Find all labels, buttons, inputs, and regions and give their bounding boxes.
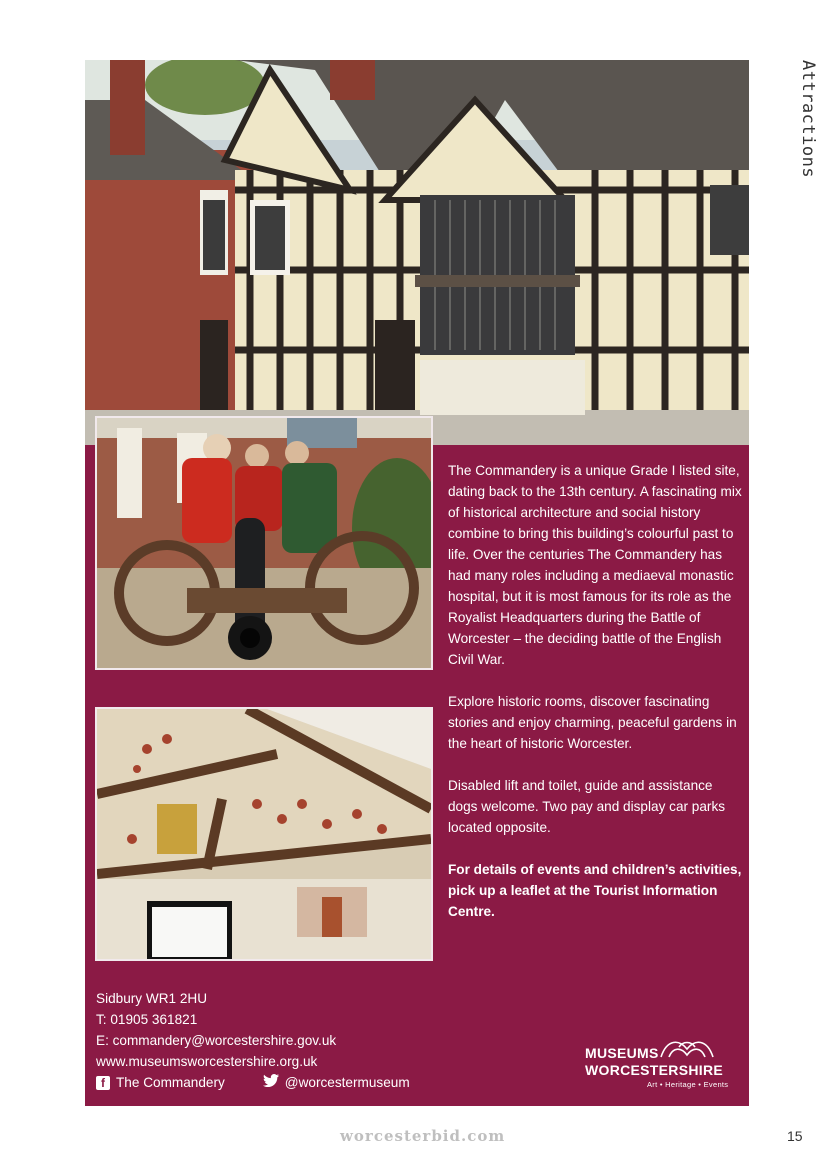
logo-tagline: Art • Heritage • Events: [647, 1080, 729, 1089]
paragraph-explore: Explore historic rooms, discover fascinating stories and enjoy charming, peaceful gardens in the heart of historic Worcester.: [448, 694, 737, 751]
photo-wall-paintings: [95, 707, 433, 961]
address: Sidbury WR1 2HU: [96, 991, 208, 1006]
logo-line1: MUSEUMS: [585, 1045, 659, 1061]
twitter-link[interactable]: @worcestermuseum: [284, 1075, 410, 1090]
social-links: [96, 1072, 516, 1093]
section-label: Attractions: [798, 60, 818, 179]
facebook-link[interactable]: The Commandery: [116, 1075, 225, 1090]
photo-cannon-reenactors: [95, 416, 433, 670]
page-number: 15: [787, 1128, 803, 1144]
paragraph-events: For details of events and children’s activities, pick up a leaflet at the Tourist Information Centre.: [448, 862, 742, 919]
footer-url[interactable]: worcesterbid.com: [340, 1127, 506, 1145]
contact-block: [96, 988, 516, 1093]
logo-line2: WORCESTERSHIRE: [585, 1062, 723, 1078]
paragraph-history: The Commandery is a unique Grade I listed site, dating back to the 13th century. A fascinating mix of historical architecture and social history combine to bring this building’s colourful past to life. Over the centuries The Commandery has had many roles including a mediaeval monastic hospital, but it is most famous for its role as the Royalist Headquarters during the Battle of Worcester – the deciding battle of the English Civil War.: [448, 463, 742, 667]
paragraph-accessibility: Disabled lift and toilet, guide and assistance dogs welcome. Two pay and display car parks located opposite.: [448, 778, 726, 835]
facebook-icon: f: [96, 1076, 110, 1090]
twitter-icon: [263, 1072, 279, 1093]
body-copy: [448, 460, 744, 943]
website-link[interactable]: www.museumsworcestershire.org.uk: [96, 1054, 318, 1069]
hero-photo-commandery-building: [85, 60, 749, 445]
email[interactable]: E: commandery@worcestershire.gov.uk: [96, 1033, 337, 1048]
logo-swirl-icon: [659, 1035, 715, 1061]
museums-worcestershire-logo: [585, 1035, 735, 1090]
phone: T: 01905 361821: [96, 1012, 198, 1027]
